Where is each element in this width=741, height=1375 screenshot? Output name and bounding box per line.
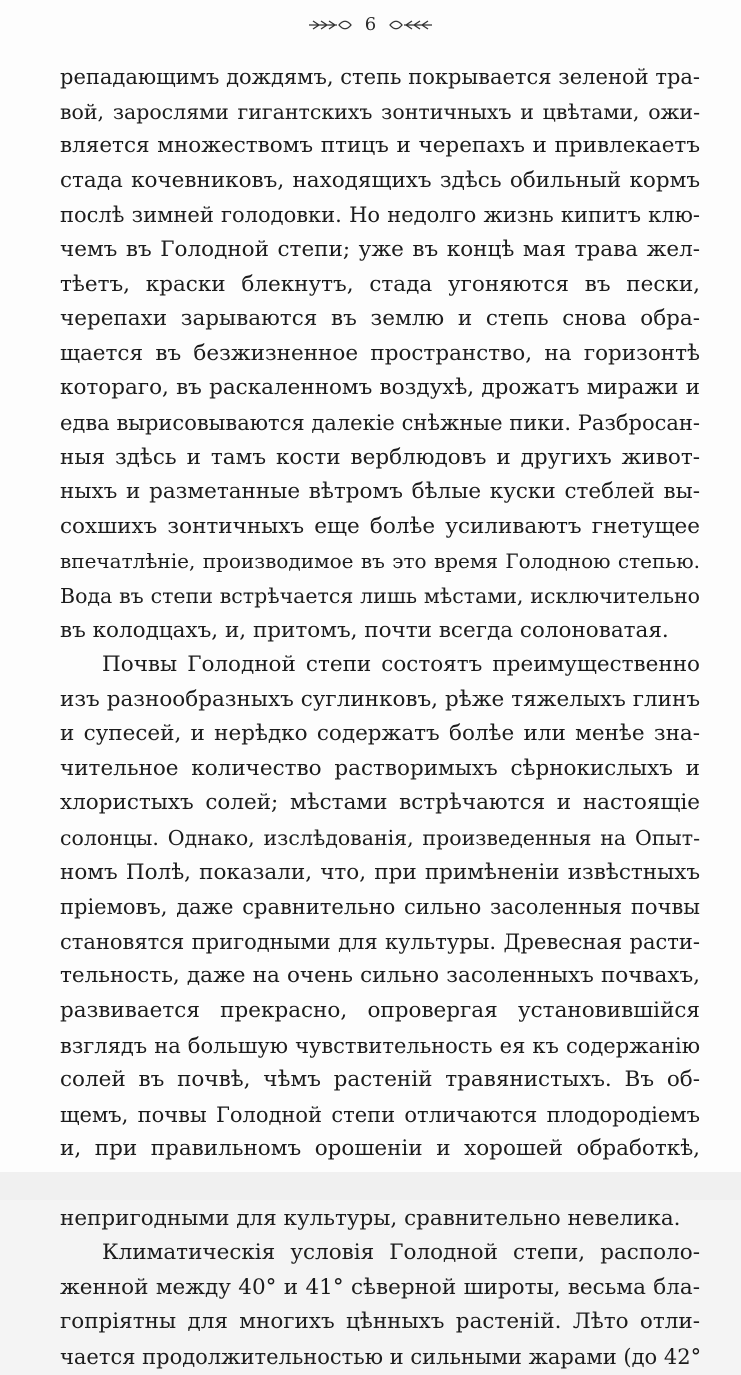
text-line: щается въ безжизненное пространство, на горизонтѣ <box>60 340 700 366</box>
text-line: чается продолжительностью и сильными жарами (до 42° <box>60 1344 702 1369</box>
text-line: вляется множествомъ птицъ и черепахъ и привлекаетъ <box>60 133 700 159</box>
text-line: и, при правильномъ орошеніи и хорошей обработкѣ, <box>60 1136 700 1162</box>
text-line: впечатлѣніе, производимое въ это время Голодною степью. <box>60 549 700 574</box>
text-line: изъ разнообразныхъ суглинковъ, рѣже тяжелыхъ глинъ <box>60 686 700 712</box>
text-line: солонцы. Однако, изслѣдованія, произведенныя на Опыт- <box>60 826 700 851</box>
text-line: и супесей, и нерѣдко содержатъ болѣе или менѣе зна- <box>60 721 700 747</box>
text-line: въ колодцахъ, и, притомъ, почти всегда солоноватая. <box>60 617 669 643</box>
page-number: 6 <box>364 14 377 35</box>
text-line: непригодными для культуры, сравнительно невелика. <box>60 1205 681 1231</box>
text-line: солей въ почвѣ, чѣмъ растеній травянистыхъ. Въ об- <box>60 1067 700 1093</box>
text-line: послѣ зимней голодовки. Но недолго жизнь кипитъ клю- <box>60 203 700 228</box>
text-line: ныя здѣсь и тамъ кости верблюдовъ и другихъ живот- <box>60 444 700 470</box>
left-ornament-icon <box>307 19 353 31</box>
text-line: тѣетъ, краски блекнутъ, стада угоняются въ пески, <box>60 271 700 297</box>
text-line: вой, зарослями гигантскихъ зонтичныхъ и цвѣтами, ожи- <box>60 99 700 124</box>
text-line: гопріятны для многихъ цѣнныхъ растеній. Лѣто отли- <box>60 1309 700 1335</box>
text-line: стада кочевниковъ, находящихъ здѣсь обильный кормъ <box>60 167 700 193</box>
text-line: Вода въ степи встрѣчается лишь мѣстами, исключительно <box>60 583 700 608</box>
text-line: едва вырисовываются далекіе снѣжные пики. Разбросан- <box>60 410 700 435</box>
text-line: тельность, даже на очень сильно засоленныхъ почвахъ, <box>60 963 700 989</box>
paragraph <box>60 1236 700 1374</box>
text-line: пріемовъ, даже сравнительно сильно засоленныя почвы <box>60 895 700 920</box>
text-line: чительное количество растворимыхъ сѣрнокислыхъ и <box>60 755 700 781</box>
text-line: черепахи зарываются въ землю и степь снова обра- <box>60 306 700 332</box>
text-line: развивается прекрасно, опровергая установившійся <box>60 998 700 1024</box>
text-line: хлористыхъ солей; мѣстами встрѣчаются и настоящіе <box>60 790 700 816</box>
text-line: котораго, въ раскаленномъ воздухѣ, дрожатъ миражи и <box>60 375 700 401</box>
text-line: чемъ въ Голодной степи; уже въ концѣ мая трава жел- <box>60 236 700 262</box>
right-ornament-icon <box>388 19 434 31</box>
text-line: репадающимъ дождямъ, степь покрывается зеленой тра- <box>60 65 700 89</box>
text-line: щемъ, почвы Голодной степи отличаются плодородіемъ <box>60 1102 700 1127</box>
text-line: сохшихъ зонтичныхъ еще болѣе усиливаютъ гнетущее <box>60 513 700 539</box>
text-line: становятся пригодными для культуры. Древесная расти- <box>60 929 700 954</box>
text-line: ныхъ и разметанные вѣтромъ бѣлые куски стеблей вы- <box>60 479 700 505</box>
page-header <box>0 8 741 42</box>
paragraph <box>60 60 700 648</box>
text-line: Почвы Голодной степи состоятъ преимущественно <box>102 652 700 678</box>
text-line: женной между 40° и 41° сѣверной широты, весьма бла- <box>60 1274 700 1300</box>
paragraph <box>60 648 700 1236</box>
text-line: номъ Полѣ, показали, что, при примѣненіи извѣстныхъ <box>60 859 700 885</box>
text-line: Климатическія условія Голодной степи, располо- <box>102 1240 700 1266</box>
bottom-margin <box>0 1172 741 1200</box>
text-line: взглядъ на большую чувствительность ея къ содержанію <box>60 1033 700 1058</box>
